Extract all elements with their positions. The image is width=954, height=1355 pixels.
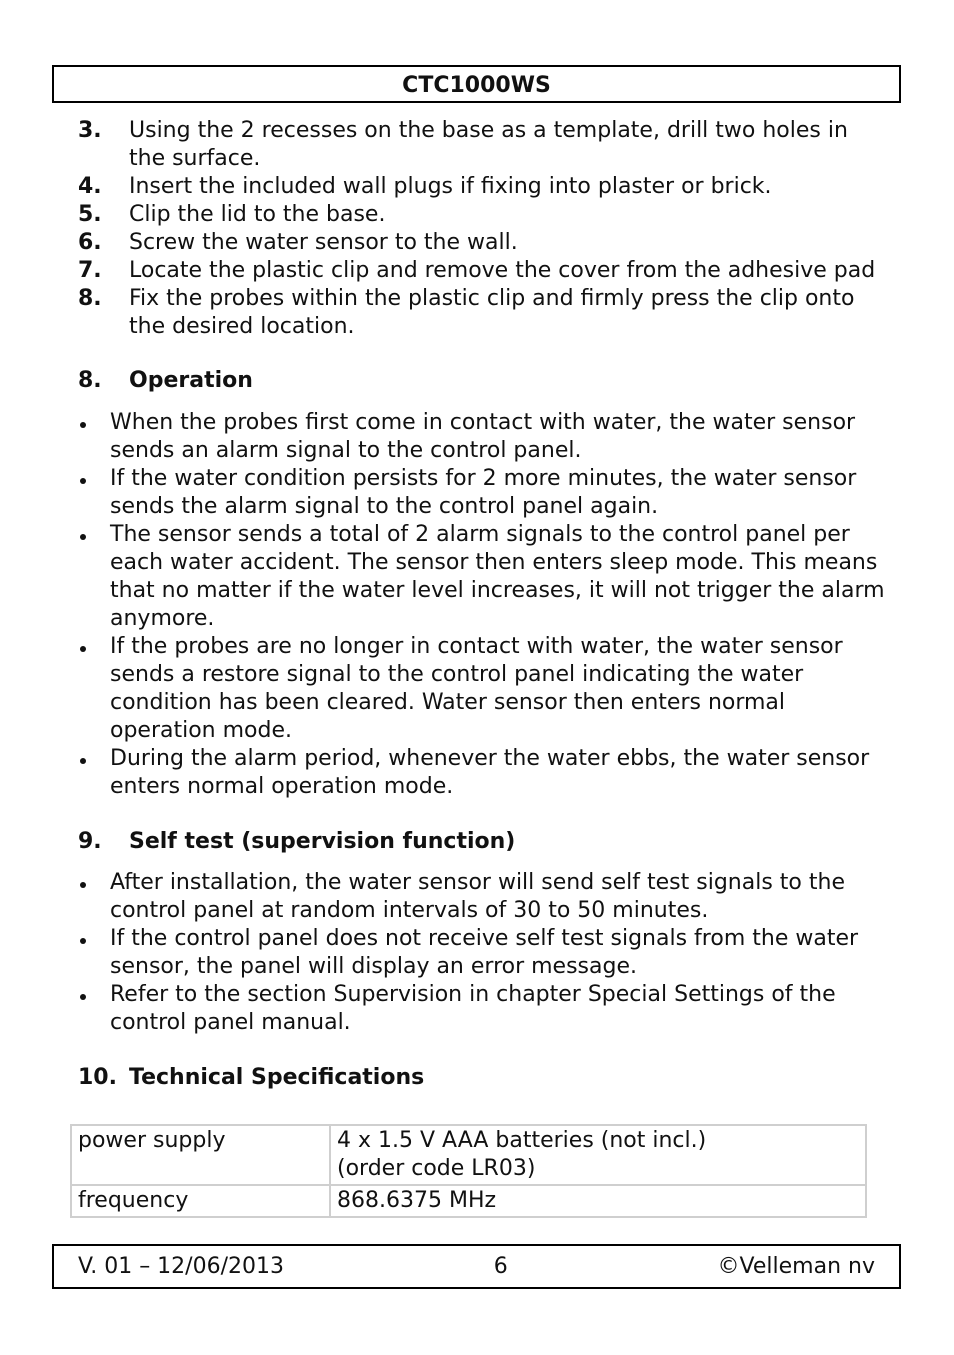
specifications-table xyxy=(70,1124,867,1218)
model-name: CTC1000WS xyxy=(402,73,551,98)
list-item: The sensor sends a total of 2 alarm signals to the control panel per each water accident. The sensor then enters sleep mode. This means that no matter if the water level increases, it will not trigger the alarm anymore. xyxy=(78,521,888,633)
section-title-specifications: 10. Technical Specifications xyxy=(78,1065,425,1090)
document-version: V. 01 – 12/06/2013 xyxy=(78,1253,284,1279)
list-item: 6. Screw the water sensor to the wall. xyxy=(78,230,518,255)
list-item: 8. Fix the probes within the plastic clip and firmly press the clip onto the desired location. xyxy=(78,286,855,339)
list-item: 7. Locate the plastic clip and remove the cover from the adhesive pad xyxy=(78,258,876,283)
page-content xyxy=(78,117,888,1092)
list-item: 5. Clip the lid to the base. xyxy=(78,202,386,227)
spec-key: frequency xyxy=(71,1185,330,1217)
list-item: 3. Using the 2 recesses on the base as a template, drill two holes in the surface. xyxy=(78,118,848,171)
list-item: When the probes first come in contact with water, the water sensor sends an alarm signal to the control panel. xyxy=(78,409,888,465)
spec-key: power supply xyxy=(71,1125,330,1185)
section-title-operation: 8. Operation xyxy=(78,368,253,393)
spec-value: 4 x 1.5 V AAA batteries (not incl.) (order code LR03) xyxy=(330,1125,866,1185)
list-item: 4. Insert the included wall plugs if fixing into plaster or brick. xyxy=(78,174,772,199)
installation-steps xyxy=(78,117,888,341)
copyright-notice: ©Velleman nv xyxy=(717,1253,875,1279)
section-title-self-test: 9. Self test (supervision function) xyxy=(78,829,516,854)
page-number: 6 xyxy=(493,1253,508,1279)
operation-list xyxy=(78,409,888,801)
list-item: If the control panel does not receive self test signals from the water sensor, the panel will display an error message. xyxy=(78,925,888,981)
list-item: After installation, the water sensor will send self test signals to the control panel at random intervals of 30 to 50 minutes. xyxy=(78,869,888,925)
list-item: If the probes are no longer in contact with water, the water sensor sends a restore signal to the control panel indicating the water condition has been cleared. Water sensor then enters normal operation mode. xyxy=(78,633,888,745)
spec-value: 868.6375 MHz xyxy=(330,1185,866,1217)
table-row xyxy=(71,1125,866,1185)
list-item: During the alarm period, whenever the water ebbs, the water sensor enters normal operation mode. xyxy=(78,745,888,801)
list-item: If the water condition persists for 2 more minutes, the water sensor sends the alarm signal to the control panel again. xyxy=(78,465,888,521)
list-item: Refer to the section Supervision in chapter Special Settings of the control panel manual. xyxy=(78,981,888,1037)
table-row xyxy=(71,1185,866,1217)
self-test-list xyxy=(78,869,888,1037)
page-header xyxy=(52,65,901,103)
page-footer xyxy=(52,1244,901,1289)
